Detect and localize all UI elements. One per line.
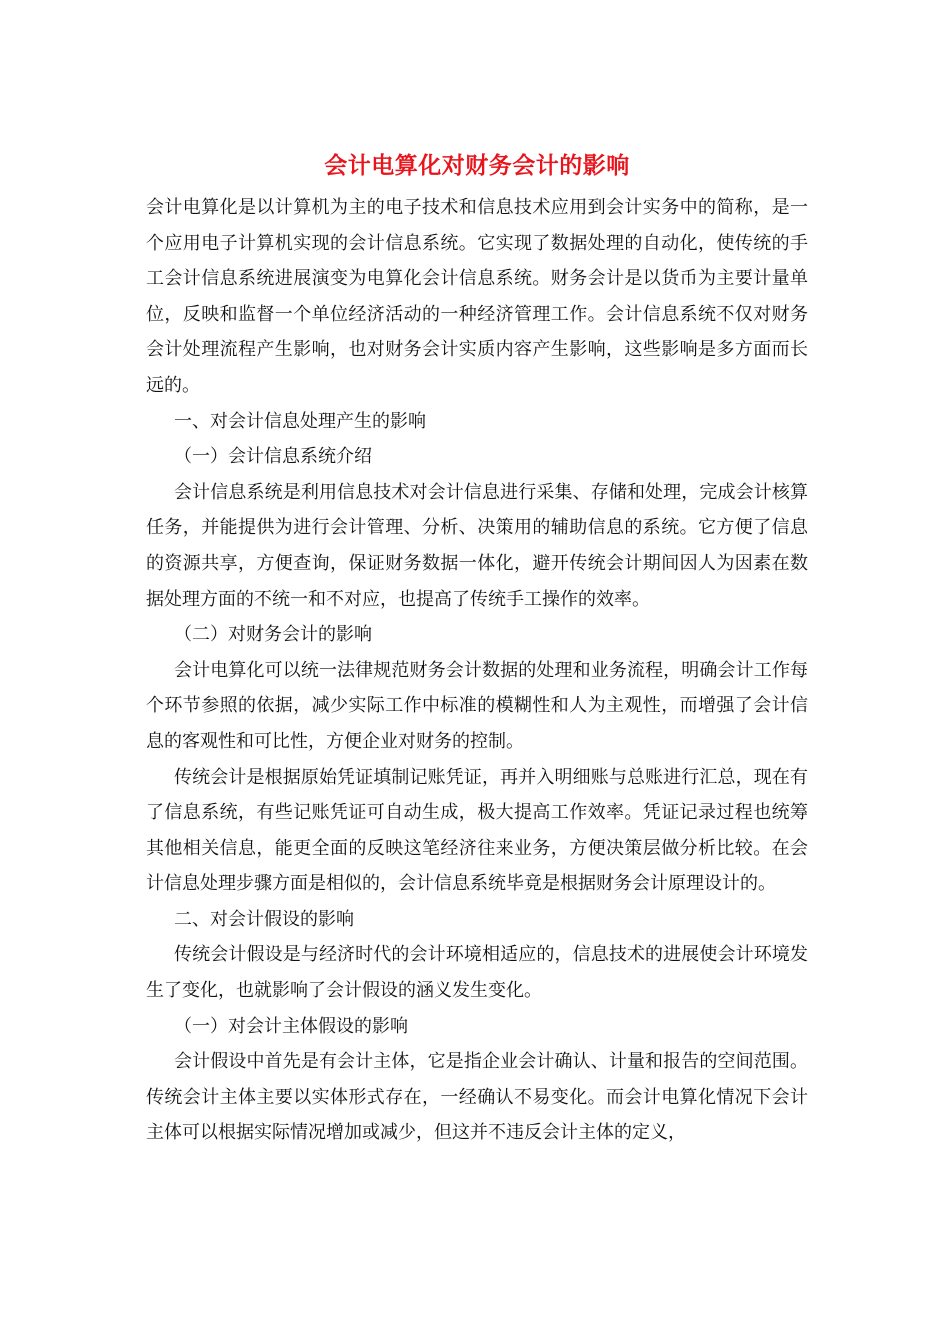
subsection-heading-2-1: （一）对会计主体假设的影响 <box>174 1015 408 1037</box>
document-body <box>146 146 808 1151</box>
section-heading-2: 二、对会计假设的影响 <box>174 908 354 930</box>
section-heading-1: 一、对会计信息处理产生的影响 <box>174 410 426 432</box>
paragraph-accounting-entity: 会计假设中首先是有会计主体，它是指企业会计确认、计量和报告的空间范围。传统会计主体主要以实体形式存在，一经确认不易变化。而会计电算化情况下会计主体可以根据实际情况增加或减少，但这并不违反会计主体的定义， <box>146 1051 808 1144</box>
paragraph-standardization: 会计电算化可以统一法律规范财务会计数据的处理和业务流程，明确会计工作每个环节参照的依据，减少实际工作中标准的模糊性和人为主观性，而增强了会计信息的客观性和可比性，方便企业对财务的控制。 <box>146 659 808 752</box>
subsection-heading-1-1: （一）会计信息系统介绍 <box>174 446 372 468</box>
intro-paragraph: 会计电算化是以计算机为主的电子技术和信息技术应用到会计实务中的简称，是一个应用电子计算机实现的会计信息系统。它实现了数据处理的自动化，使传统的手工会计信息系统进展演变为电算化会计信息系统。财务会计是以货币为主要计量单位，反映和监督一个单位经济活动的一种经济管理工作。会计信息系统不仅对财务会计处理流程产生影响，也对财务会计实质内容产生影响，这些影响是多方面而长远的。 <box>146 197 808 396</box>
paragraph-info-system: 会计信息系统是利用信息技术对会计信息进行采集、存储和处理，完成会计核算任务，并能提供为进行会计管理、分析、决策用的辅助信息的系统。它方便了信息的资源共享，方便查询，保证财务数据一体化，避开传统会计期间因人为因素在数据处理方面的不统一和不对应，也提高了传统手工操作的效率。 <box>146 481 808 610</box>
paragraph-assumptions: 传统会计假设是与经济时代的会计环境相适应的，信息技术的进展使会计环境发生了变化，也就影响了会计假设的涵义发生变化。 <box>146 944 808 1002</box>
paragraph-traditional-accounting: 传统会计是根据原始凭证填制记账凭证，再并入明细账与总账进行汇总，现在有了信息系统，有些记账凭证可自动生成，极大提高工作效率。凭证记录过程也统筹其他相关信息，能更全面的反映这笔经济往来业务，方便决策层做分析比较。在会计信息处理步骤方面是相似的，会计信息系统毕竟是根据财务会计原理设计的。 <box>146 766 808 895</box>
subsection-heading-1-2: （二）对财务会计的影响 <box>174 624 372 646</box>
document-title: 会计电算化对财务会计的影响 <box>324 152 630 179</box>
